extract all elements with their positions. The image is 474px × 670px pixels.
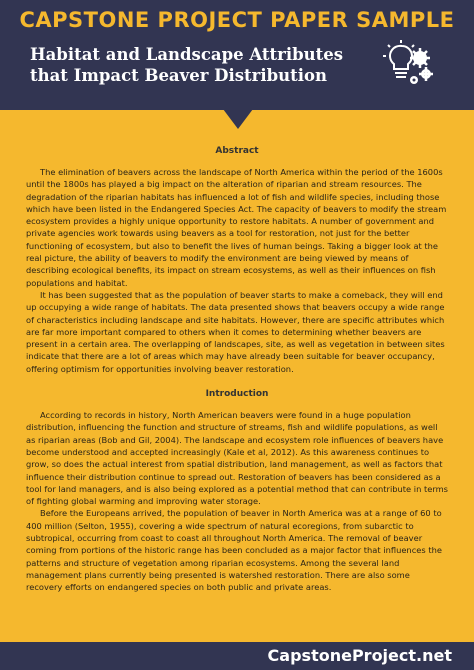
page-title: CAPSTONE PROJECT PAPER SAMPLE: [19, 8, 455, 32]
abstract-heading: Abstract: [215, 146, 259, 156]
introduction-paragraph: Before the Europeans arrived, the population of beaver in North America was at a range of 60 to 400 million (Selton, 1955), covering a wide spectrum of natural ecoregions, from subarctic to subtropical, occurring from coast to coast all throughout North America. The removal of beaver coming from portions of the historic range has been concluded as a major factor that influences the patterns and structure of vegetation among riparian ecosystems. Among the several land management plans currently being presented is watershed restoration. There are also some recovery efforts on endangered species on both public and private areas.: [26, 508, 442, 593]
paper-title-line-1: Habitat and Landscape Attributes: [30, 45, 344, 64]
abstract-paragraph: It has been suggested that as the population of beaver starts to make a comeback, they will end up occupying a wide range of habitats. The data presented shows that beavers occupy a wide range of characteristics including landscape and site habitats. However, there are specific attributes which are far more important compared to others when it comes to determining whether beavers are present in a certain area. The overlapping of landscapes, site, as well as vegetation in between sites indicate that there are a lot of areas which may have already been suitable for beaver occupancy, offering optimism for opportunities involving beaver restoration.: [26, 289, 445, 374]
header-pointer: [223, 109, 253, 129]
header-banner: [0, 0, 474, 110]
introduction-paragraph: According to records in history, North American beavers were found in a huge population distribution, influencing the function and structure of streams, fish and wildlife populations, as well as riparian areas (Bob and Gil, 2004). The landscape and ecosystem role influences of beavers have become understood and accepted increasingly (Kale et al, 2012). As this awareness continues to grow, so does the actual interest from spatial distribution, land management, as well as factors that influence their distribution continue to spread out. Restoration of beavers has been considered as a tool for land managers, and is also being explored as a potential method that can contribute in terms of fighting global warming and improving water storage.: [26, 410, 448, 507]
paper-title: [30, 44, 370, 86]
introduction-heading: Introduction: [205, 389, 269, 400]
paper-body: [26, 146, 448, 594]
paper-title-line-2: that Impact Beaver Distribution: [30, 66, 328, 85]
abstract-paragraph: The elimination of beavers across the landscape of North America within the period of the 1600s until the 1800s has played a big impact on the alteration of riparian and stream resources. The degradation of the riparian habitats has influenced a lot of fish and wildlife species, including those which have been listed in the Endangered Species Act. The capacity of beavers to modify the stream ecosystem provides a highly unique opportunity to restore habitats. A number of government and private agencies work towards using beavers as a tool for restoration, not just for the better functioning of ecosystem, but also to benefit the lives of human beings. Taking a bigger look at the real picture, the ability of beavers to modify the environment are being viewed by means of describing ecological benefits, its impact on stream ecosystems, as well as their influences on fish populations and habitat.: [26, 167, 447, 288]
lightbulb-gear-icon: [380, 40, 434, 90]
footer-bar: [0, 642, 474, 670]
footer-site-link[interactable]: CapstoneProject.net: [267, 646, 452, 665]
